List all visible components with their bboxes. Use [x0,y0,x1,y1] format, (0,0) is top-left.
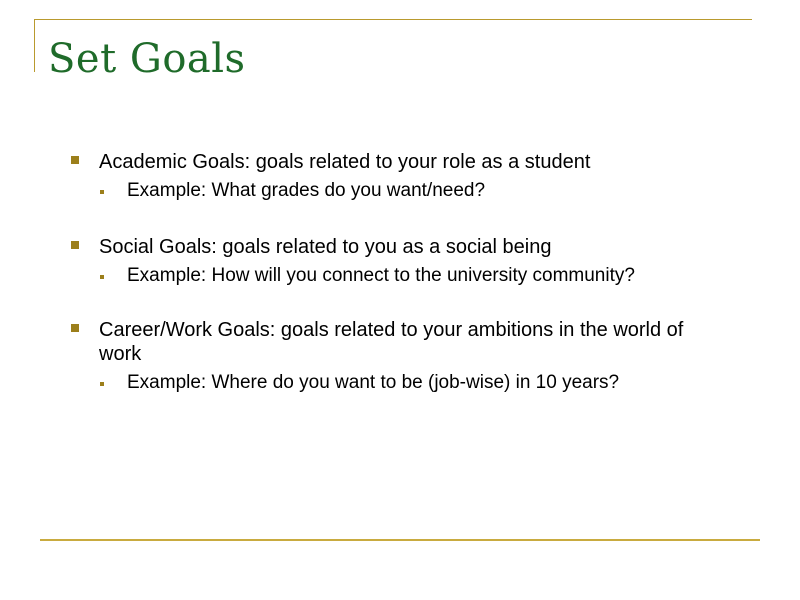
bottom-rule [40,539,760,541]
bullet-list [70,150,730,427]
sub-bullet-text: Example: How will you connect to the university community? [127,265,635,286]
bullet-text: Social Goals: goals related to you as a social being [99,236,552,258]
slide-title: Set Goals [48,36,246,82]
bullet-text: Academic Goals: goals related to your role as a student [99,151,591,173]
sub-bullet-text: Example: Where do you want to be (job-wise) in 10 years? [127,372,620,393]
top-rule [34,19,752,20]
bullet-group-academic [70,150,730,203]
bullet-item [70,150,730,174]
bullet-item [70,235,730,259]
small-square-bullet-icon [100,382,104,386]
square-bullet-icon [71,156,79,164]
sub-bullet-text: Example: What grades do you want/need? [127,180,486,201]
square-bullet-icon [71,241,79,249]
small-square-bullet-icon [100,275,104,279]
sub-bullet-item [70,264,730,288]
bullet-text: Career/Work Goals: goals related to your ambitions in the world of work [99,319,684,365]
small-square-bullet-icon [100,190,104,194]
square-bullet-icon [71,324,79,332]
bullet-group-social [70,235,730,288]
bullet-item [70,318,730,366]
left-rule [34,19,35,72]
sub-bullet-item [70,179,730,203]
bullet-group-career [70,318,730,395]
sub-bullet-item [70,371,730,395]
